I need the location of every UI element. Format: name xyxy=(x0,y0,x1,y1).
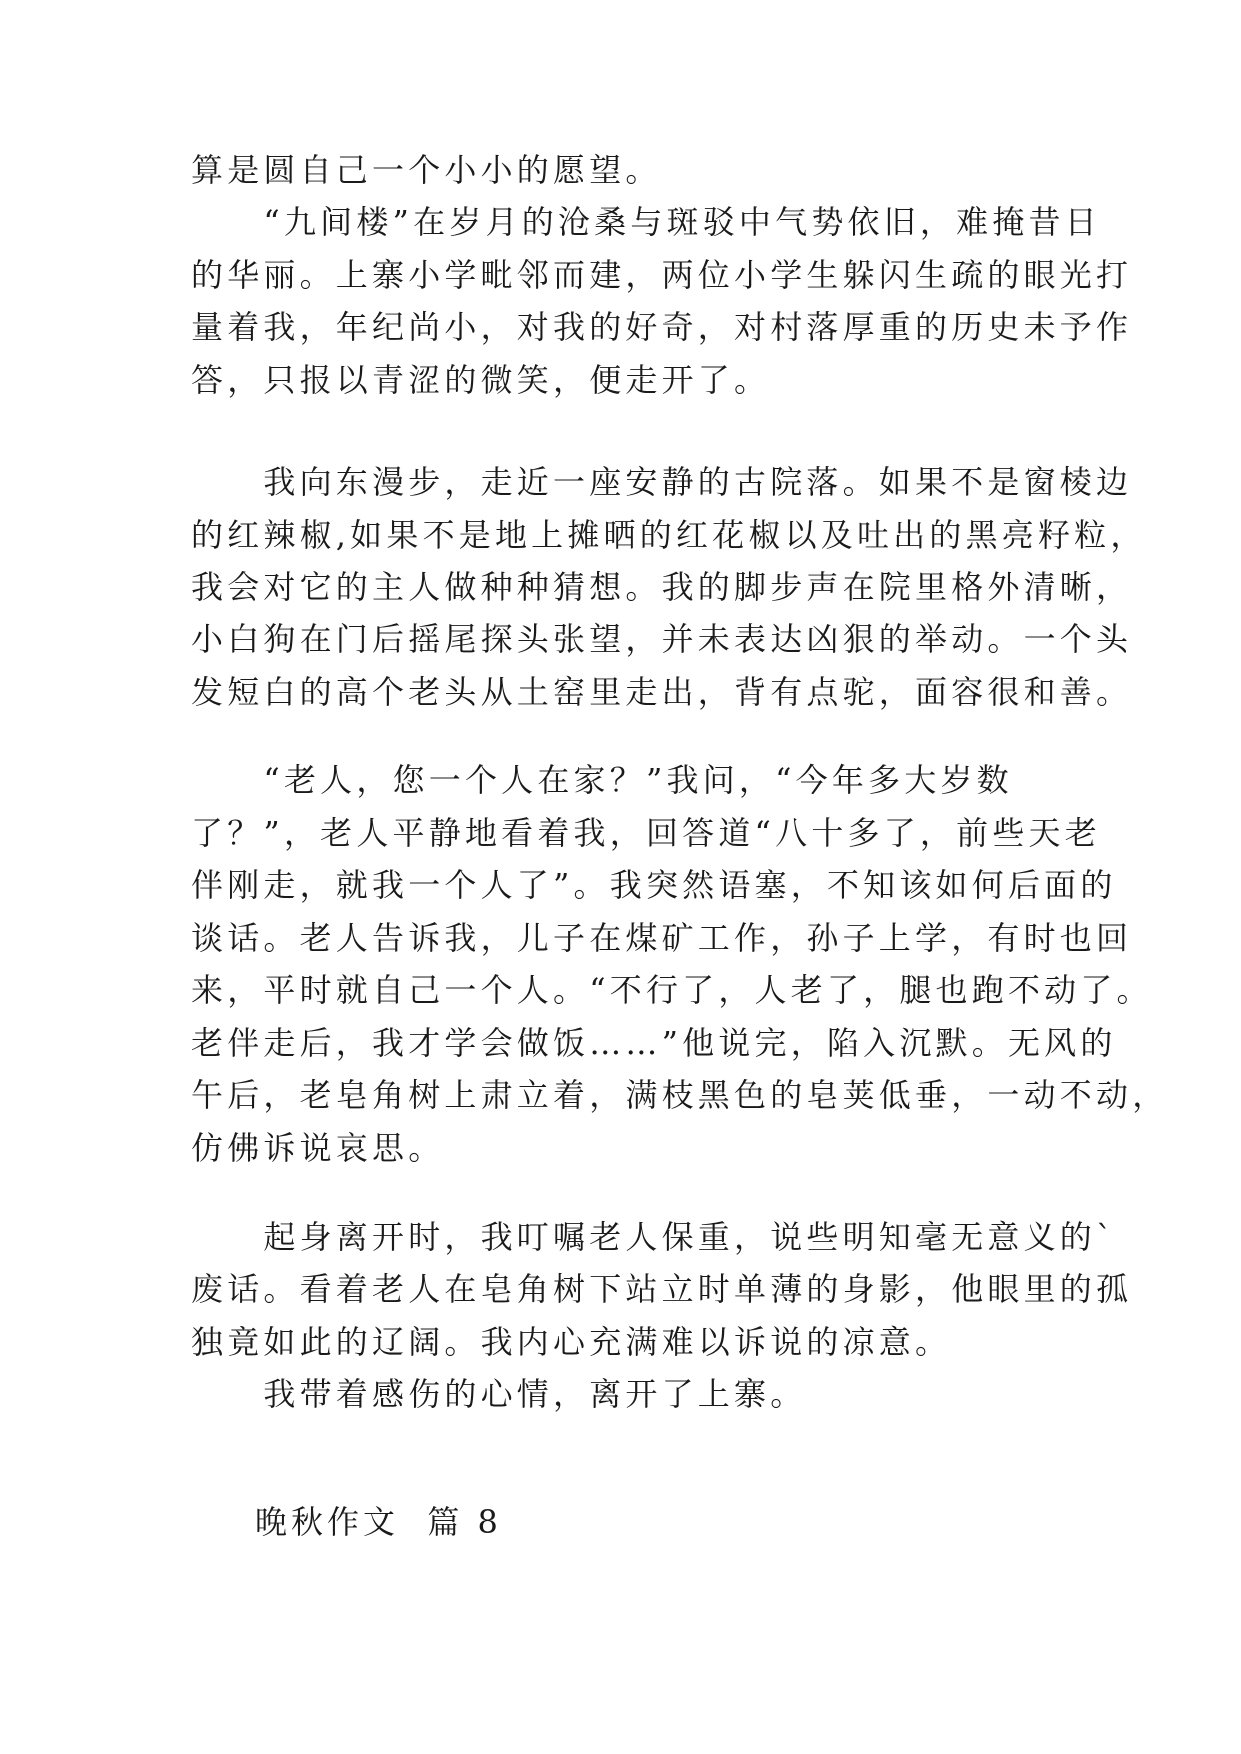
section-heading: 晚秋作文 篇 8 xyxy=(255,1503,502,1541)
text-line: 仿佛诉说哀思。 xyxy=(191,1129,445,1167)
text-line: 答，只报以青涩的微笑，便走开了。 xyxy=(191,361,771,399)
text-line: 老伴走后，我才学会做饭……”他说完，陷入沉默。无风的 xyxy=(191,1024,1117,1062)
text-line: 算是圆自己一个小小的愿望。 xyxy=(191,151,662,189)
text-line: 来，平时就自己一个人。“不行了，人老了，腿也跑不动了。 xyxy=(191,971,1153,1009)
text-line: “老人，您一个人在家？”我问，“今年多大岁数 xyxy=(191,761,1013,799)
text-line: 了？”，老人平静地看着我，回答道“八十多了，前些天老 xyxy=(191,814,1101,852)
text-line: “九间楼”在岁月的沧桑与斑驳中气势依旧，难掩昔日 xyxy=(191,203,1101,241)
text-line: 午后，老皂角树上肃立着，满枝黑色的皂荚低垂，一动不动， xyxy=(191,1076,1169,1114)
text-line: 伴刚走，就我一个人了”。我突然语塞，不知该如何后面的 xyxy=(191,866,1117,904)
text-line: 量着我，年纪尚小，对我的好奇，对村落厚重的历史未予作 xyxy=(191,308,1133,346)
text-line: 废话。看着老人在皂角树下站立时单薄的身影，他眼里的孤 xyxy=(191,1270,1133,1308)
text-line: 我带着感伤的心情，离开了上寨。 xyxy=(191,1375,807,1413)
text-line: 起身离开时，我叮嘱老人保重，说些明知毫无意义的` xyxy=(191,1218,1117,1256)
text-line: 小白狗在门后摇尾探头张望，并未表达凶狠的举动。一个头 xyxy=(191,620,1133,658)
text-line: 的红辣椒,如果不是地上摊晒的红花椒以及吐出的黑亮籽粒， xyxy=(191,516,1147,554)
text-line: 的华丽。上寨小学毗邻而建，两位小学生躲闪生疏的眼光打 xyxy=(191,256,1133,294)
text-line: 谈话。老人告诉我，儿子在煤矿工作，孙子上学，有时也回 xyxy=(191,919,1133,957)
text-line: 独竟如此的辽阔。我内心充满难以诉说的凉意。 xyxy=(191,1323,952,1361)
text-line: 我向东漫步，走近一座安静的古院落。如果不是窗棱边 xyxy=(191,463,1133,501)
text-line: 我会对它的主人做种种猜想。我的脚步声在院里格外清晰， xyxy=(191,568,1133,606)
text-line: 发短白的高个老头从土窑里走出，背有点驼，面容很和善。 xyxy=(191,673,1133,711)
